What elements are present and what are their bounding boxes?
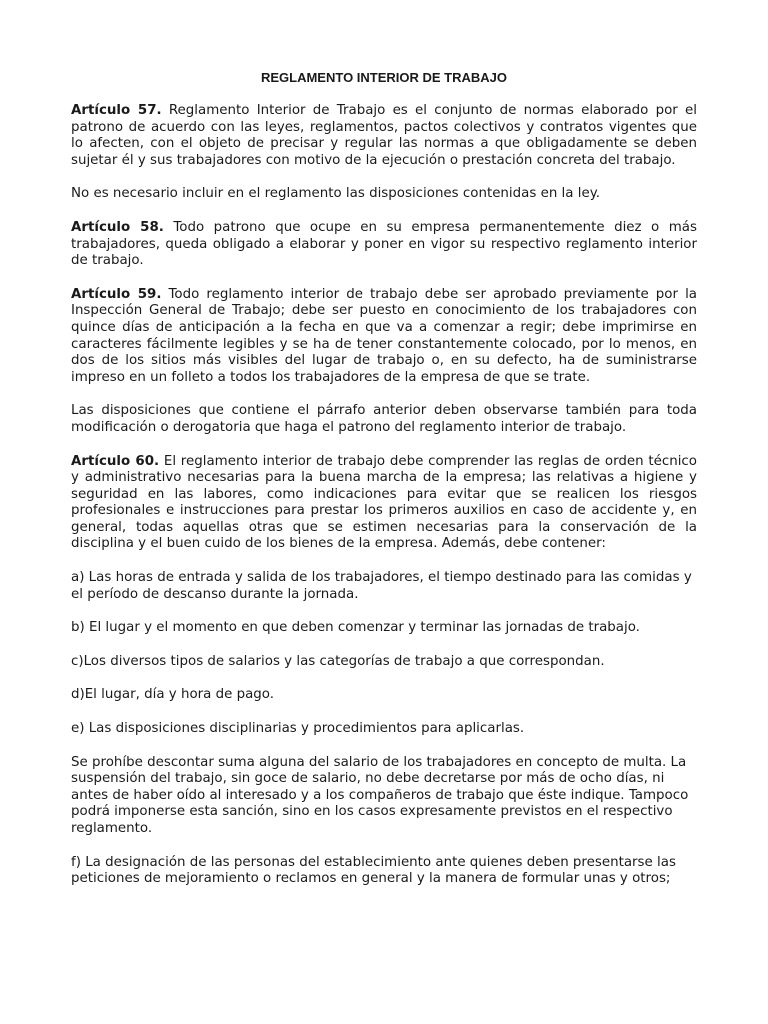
paragraph: [71, 403, 697, 436]
paragraph-text: Todo patrono que ocupe en su empresa permanentemente diez o más trabajadores, queda obligado a elaborar y poner en vigor su respectivo reglamento interior de trabajo.: [71, 219, 697, 269]
article-58-paragraph: [71, 220, 697, 270]
document-page: [71, 70, 697, 905]
paragraph-text: Se prohíbe descontar suma alguna del salario de los trabajadores en concepto de multa. La suspensión del trabajo, sin goce de salario, no debe decretarse por más de ocho días, ni antes de haber oído al interesado y a los compañeros de trabajo que éste indique. Tampoco podrá imponerse esta sanción, sino en los casos expresamente previstos en el respectivo reglamento.: [71, 754, 689, 836]
article-60-paragraph: [71, 454, 697, 554]
list-item-e: [71, 721, 697, 738]
article-57-paragraph: [71, 103, 697, 169]
paragraph-text: a) Las horas de entrada y salida de los trabajadores, el tiempo destinado para las comidas y el período de descanso durante la jornada.: [71, 570, 692, 602]
paragraph-text: f) La designación de las personas del establecimiento ante quienes deben presentarse las peticiones de mejoramiento o reclamos en general y la manera de formular unas y otros;: [71, 854, 676, 887]
list-item-f: [71, 855, 697, 888]
paragraph-text: No es necesario incluir en el reglamento las disposiciones contenidas en la ley.: [71, 186, 600, 202]
list-item-b: [71, 620, 697, 637]
article-label: Artículo 59.: [71, 286, 162, 302]
paragraph-text: El reglamento interior de trabajo debe comprender las reglas de orden técnico y administrativo necesarias para la buena marcha de la empresa; las relativas a higiene y seguridad en las labores, como indicaciones para evitar que se realicen los riesgos profesionales e instrucciones para prestar los primeros auxilios en caso de accidente y, en general, todas aquellas otras que se estimen necesarias para la conservación de la disciplina y el buen cuido de los bienes de la empresa. Además, debe contener:: [71, 453, 697, 552]
paragraph: [71, 186, 697, 203]
article-label: Artículo 60.: [71, 453, 160, 469]
paragraph-text: e) Las disposiciones disciplinarias y procedimientos para aplicarlas.: [71, 721, 525, 737]
list-item-a: [71, 570, 697, 603]
article-label: Artículo 58.: [71, 219, 164, 235]
article-label: Artículo 57.: [71, 103, 162, 118]
paragraph-text: c)Los diversos tipos de salarios y las categorías de trabajo a que correspondan.: [71, 653, 605, 669]
paragraph-text: Las disposiciones que contiene el párrafo anterior deben observarse también para toda modificación o derogatoria que haga el patrono del reglamento interior de trabajo.: [71, 403, 697, 435]
document-title: REGLAMENTO INTERIOR DE TRABAJO: [260, 70, 508, 85]
paragraph: [71, 755, 697, 838]
paragraph-text: b) El lugar y el momento en que deben comenzar y terminar las jornadas de trabajo.: [71, 620, 640, 636]
paragraph-text: d)El lugar, día y hora de pago.: [71, 687, 275, 703]
paragraph-text: Todo reglamento interior de trabajo debe ser aprobado previamente por la Inspección General de Trabajo; debe ser puesto en conocimiento de los trabajadores con quince días de anticipación a la fecha en que va a comenzar a regir; debe imprimirse en caracteres fácilmente legibles y se ha de tener constantemente colocado, por lo menos, en dos de los sitios más visibles del lugar de trabajo o, en su defecto, ha de suministrarse impreso en un folleto a todos los trabajadores de la empresa de que se trate.: [71, 286, 697, 385]
paragraph-text: Reglamento Interior de Trabajo es el conjunto de normas elaborado por el patrono de acuerdo con las leyes, reglamentos, pactos colectivos y contratos vigentes que lo afecten, con el objeto de precisar y regular las normas a que obligadamente se deben sujetar él y sus trabajadores con motivo de la ejecución o prestación concreta del trabajo.: [71, 103, 698, 168]
list-item-c: [71, 654, 697, 671]
list-item-d: [71, 687, 697, 704]
article-59-paragraph: [71, 287, 697, 387]
